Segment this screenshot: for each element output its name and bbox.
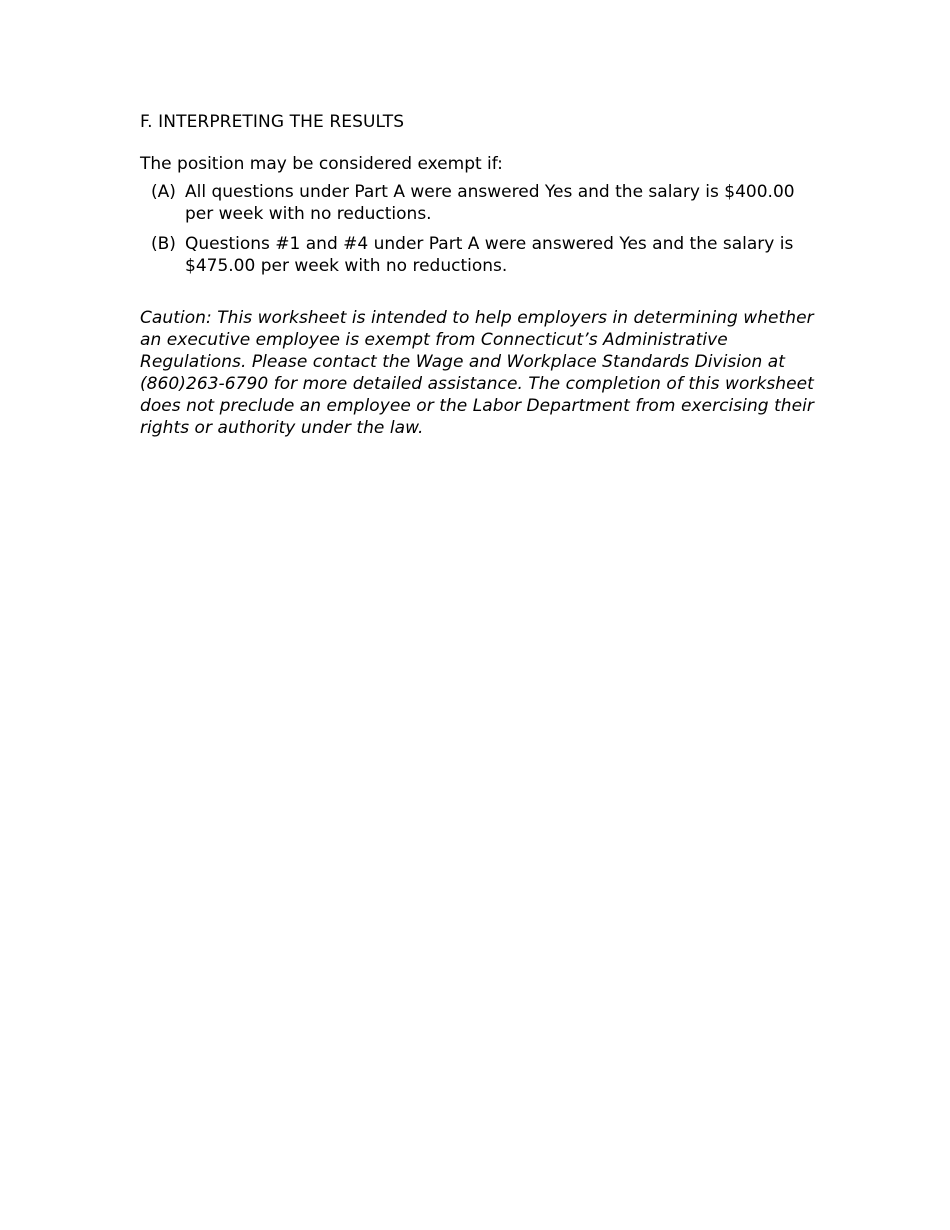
criterion-item-b bbox=[140, 233, 820, 277]
criteria-list bbox=[140, 181, 820, 277]
criterion-marker: (A) bbox=[151, 182, 176, 202]
document-page bbox=[140, 111, 820, 439]
criterion-text: All questions under Part A were answered Yes and the salary is $400.00 per week with no reductions. bbox=[185, 182, 795, 224]
intro-text: The position may be considered exempt if: bbox=[140, 154, 503, 174]
criterion-item-a bbox=[140, 181, 820, 225]
caution-note: Caution: This worksheet is intended to help employers in determining whether an executive employee is exempt from Connecticut’s Administrative Regulations. Please contact the Wage and Workplace Standards Division at (860)263-6790 for more detailed assistance. The completion of this worksheet does not preclude an employee or the Labor Department from exercising their rights or authority under the law. bbox=[140, 308, 814, 438]
criterion-text: Questions #1 and #4 under Part A were answered Yes and the salary is $475.00 per week with no reductions. bbox=[185, 234, 794, 276]
criterion-marker: (B) bbox=[151, 234, 176, 254]
section-heading: F. INTERPRETING THE RESULTS bbox=[140, 112, 405, 132]
